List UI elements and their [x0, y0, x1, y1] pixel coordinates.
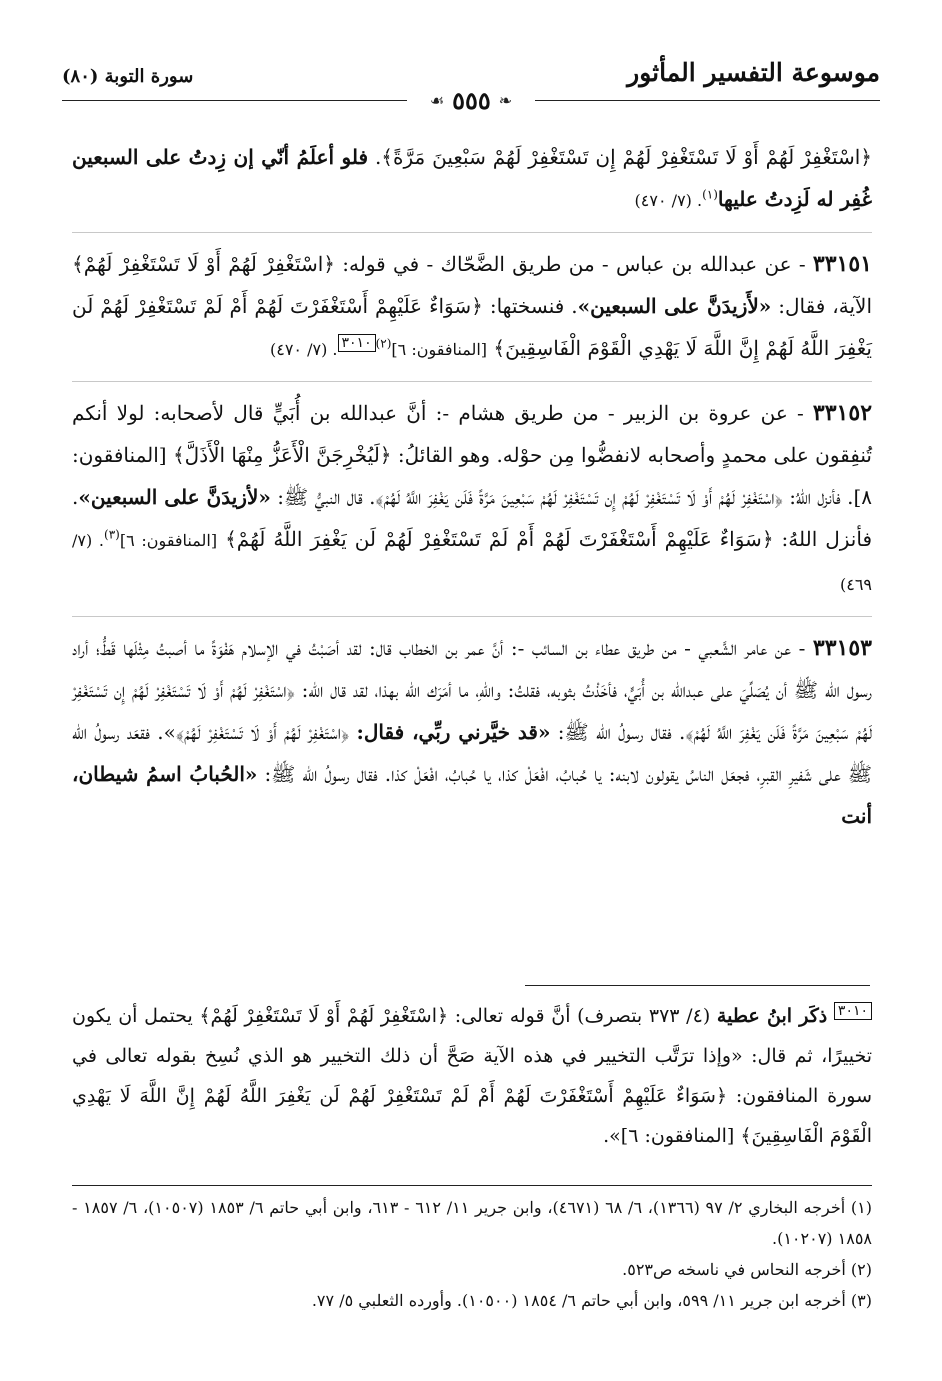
prophet-saying: «الحُبابُ اسمُ شيطان، أنت: [72, 762, 872, 828]
prophet-saying: «لأزيدَنَّ على السبعين»: [78, 485, 271, 509]
divider: [72, 616, 872, 617]
narration-33152: [72, 392, 872, 606]
page-number: ٥٥٥: [452, 86, 491, 115]
narration-continued: [72, 136, 872, 222]
narration-text: . فأنزل اللهُ: ﴿سَوَاءٌ عَلَيْهِمْ أَسْتَغْفَرْتَ لَهُمْ أَمْ لَمْ تَسْتَغْفِرْ لَهُمْ لَن يَغْفِرَ اللَّهُ لَهُمْ﴾: [72, 485, 873, 551]
header-rule-left: [62, 100, 407, 101]
narration-33153: [72, 627, 872, 837]
volume-reference: . (٧/ ٤٦٩): [72, 531, 872, 594]
footnote-mark: (٣): [104, 527, 120, 542]
commentary-author: ذكَر ابنُ عطية: [716, 1005, 828, 1027]
narration-text: ﴿اسْتَغْفِرْ لَهُمْ أَوْ لَا تَسْتَغْفِرْ لَهُمْ﴾». فقعَد رسولُ الله ﷺ على شَفيرِ القبرِ، فجعَل الناسُ يقولون لابنه: يا حُبابُ، افْعَلْ كذا، يا حُبابُ، افْعَلْ كذا. فقال رسولُ الله ﷺ:: [72, 720, 872, 786]
narration-text: - عن عامر الشَّعبي - من طريق عطاء بن السائب -: أنَّ عمر بن الخطاب قال: لقد أصَبْتُ في الإسلام هَفْوَةً ما أصبتُ مِثْلَها قَطُّ؛ أراد رسول الله ﷺ أن يُصَلِّيَ على عبدالله بن أُبَيٍّ، فأخَذْتُ بثوبه، فقلتُ: واللهِ، ما أمَرَك الله بهذا، لقد قال الله: ﴿اسْتَغْفِرْ لَهُمْ أَوْ لَا تَسْتَغْفِرْ لَهُمْ إِن تَسْتَغْفِرْ لَهُمْ سَبْعِينَ مَرَّةً فَلَن يَغْفِرَ اللَّهُ لَهُمْ﴾. فقال رسولُ الله ﷺ:: [72, 636, 873, 744]
footnote-rule: [72, 1185, 872, 1186]
book-title: موسوعة التفسير المأثور: [627, 58, 880, 87]
divider: [72, 232, 872, 233]
narration-number: ٣٣١٥٢: [812, 400, 873, 426]
narration-text: - عن عروة بن الزبير - من طريق هشام -: أنَّ عبدالله بن أُبَيٍّ قال لأصحابه: لولا أنكم تُنفِقون على محمدٍ وأصحابه لانفضُّوا مِن حوْله. وهو القائلُ: ﴿لَيُخْرِجَنَّ الْأَعَزُّ مِنْهَا الْأَذَلَّ﴾ [المنافقون: ٨]. فأنزل اللهُ: ﴿اسْتَغْفِرْ لَهُمْ أَوْ لَا تَسْتَغْفِرْ لَهُمْ إِن تَسْتَغْفِرْ لَهُمْ سَبْعِينَ مَرَّةً فَلَن يَغْفِرَ اللَّهُ لَهُمْ﴾. قال النبيُّ ﷺ:: [72, 401, 873, 509]
narration-text: - عن عبدالله بن عباس - من طريق الضَّحّاك - في قوله: ﴿اسْتَغْفِرْ لَهُمْ أَوْ لَا تَسْتَغْفِرْ لَهُمْ﴾ الآية، فقال:: [72, 252, 872, 318]
page-number-block: [430, 86, 512, 115]
divider: [72, 381, 872, 382]
commentary-ref-box: ٣٠١٠: [834, 1002, 872, 1020]
surah-citation: [المنافقون: ٦]: [119, 531, 218, 550]
footnote-mark: (١): [702, 187, 718, 202]
commentary-text: [72, 996, 872, 1156]
narration-text: . فنسختها: ﴿سَوَاءٌ عَلَيْهِمْ أَسْتَغْفَرْتَ لَهُمْ أَمْ لَمْ تَسْتَغْفِرْ لَهُمْ لَن يَغْفِرَ اللَّهُ لَهُمْ إِنَّ اللَّهَ لَا يَهْدِي الْقَوْمَ الْفَاسِقِينَ﴾: [72, 294, 872, 360]
prophet-saying: «قد خيَّرني ربِّي، فقال:: [356, 720, 551, 744]
volume-reference: . (٧/ ٤٧٠): [634, 191, 703, 210]
surah-label: سورة التوبة (٨٠): [62, 66, 194, 87]
footnote-2: (٢) أخرجه النحاس في ناسخه ص٥٢٣.: [622, 1260, 872, 1279]
page-header: [62, 52, 880, 118]
surah-citation: [المنافقون: ٦]: [391, 340, 488, 359]
narration-number: ٣٣١٥١: [812, 251, 872, 277]
commentary-note: [72, 996, 872, 1156]
footnote-3: (٣) أخرجه ابن جرير ١١/ ٥٩٩، وابن أبي حاتم ٦/ ١٨٥٤ (١٠٥٠٠). وأورده الثعلبي ٥/ ٧٧.: [311, 1291, 872, 1310]
commentary-rule: [525, 985, 870, 986]
quran-quote: ﴿اسْتَغْفِرْ لَهُمْ أَوْ لَا تَسْتَغْفِرْ لَهُمْ إِن تَسْتَغْفِرْ لَهُمْ سَبْعِينَ مَرَّةً﴾.: [374, 145, 873, 169]
volume-reference: . (٧/ ٤٧٠): [269, 340, 338, 359]
footnote-mark: (٢): [375, 336, 392, 351]
footnotes: [72, 1192, 872, 1316]
narration-number: ٣٣١٥٣: [812, 635, 872, 661]
main-text: [72, 136, 872, 837]
ornament-icon: ❧: [498, 91, 513, 110]
prophet-saying: «لأَزيدَنَّ على السبعين»: [577, 294, 772, 318]
narration-33151: [72, 243, 872, 371]
header-rule-right: [535, 100, 880, 101]
prophet-saying: فلو أعلَمُ أنّي إن زِدتُ على السبعين غُفِر له لَزِدتُ عليها: [72, 145, 872, 211]
commentary-body: (٤/ ٣٧٣ بتصرف) أنَّ قوله تعالى: ﴿اسْتَغْفِرْ لَهُمْ أَوْ لَا تَسْتَغْفِرْ لَهُمْ﴾ يحتمل أن يكون تخييرًا، ثم قال: «وإذا ترَتَّب التخيير في هذه الآية صَحَّ أن ذلك التخيير هو الذي نُسِخ بقوله تعالى في سورة المنافقون: ﴿سَوَاءٌ عَلَيْهِمْ أَسْتَغْفَرْتَ لَهُمْ أَمْ لَمْ تَسْتَغْفِرْ لَهُمْ لَن يَغْفِرَ اللَّهُ لَهُمْ إِنَّ اللَّهَ لَا يَهْدِي الْقَوْمَ الْفَاسِقِينَ﴾ [المنافقون: ٦]».: [72, 1005, 872, 1147]
commentary-ref-box: ٣٠١٠: [338, 334, 376, 352]
footnote-1: (١) أخرجه البخاري ٢/ ٩٧ (١٣٦٦)، ٦/ ٦٨ (٤٦٧١)، وابن جرير ١١/ ٦١٢ - ٦١٣، وابن أبي حاتم ٦/ ١٨٥٣ (١٠٥٠٧)، ٦/ ١٨٥٧ - ١٨٥٨ (١٠٢٠٧).: [72, 1198, 873, 1248]
ornament-icon: ☙: [429, 91, 445, 110]
